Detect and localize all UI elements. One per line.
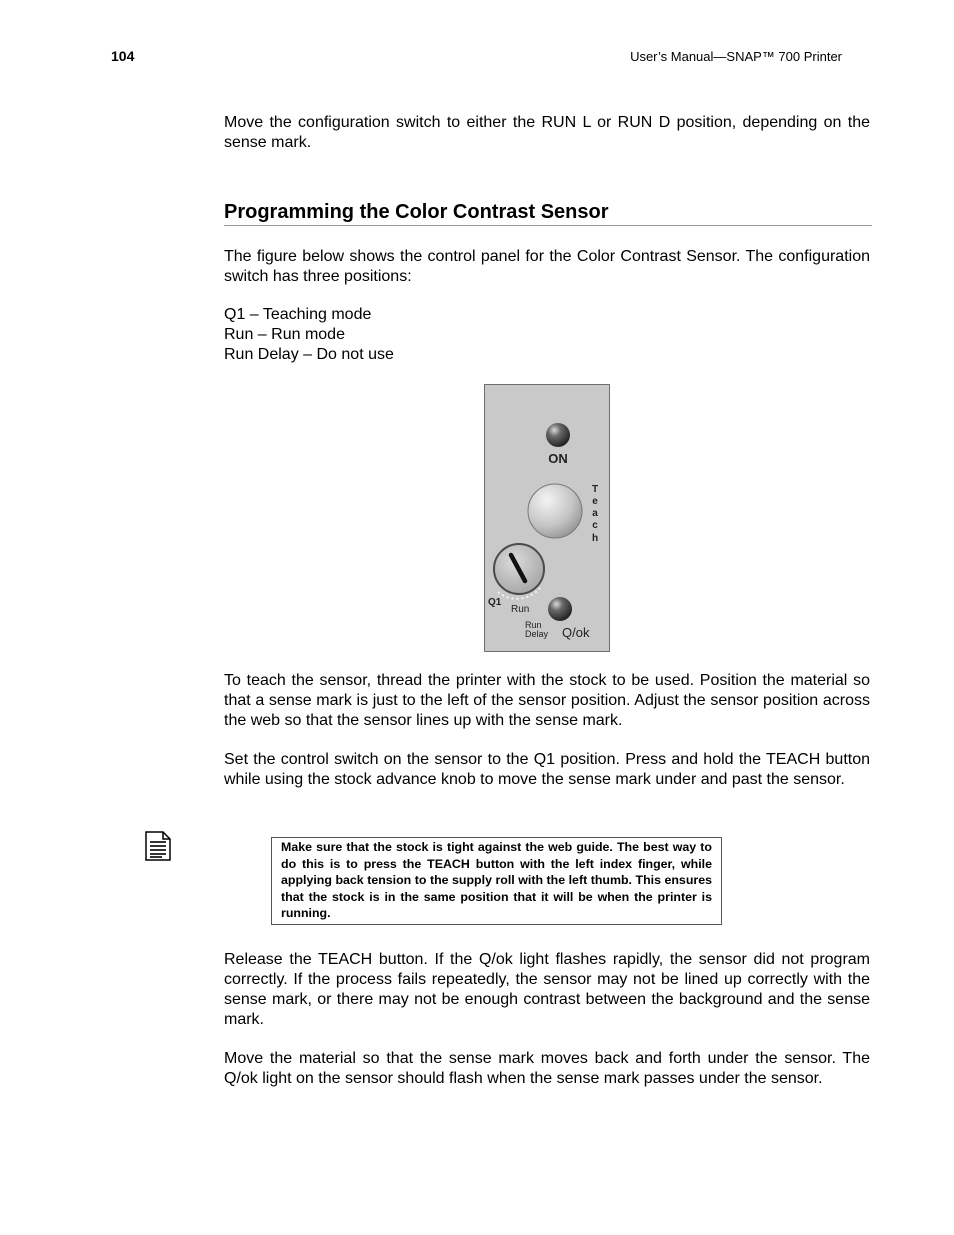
qok-label: Q/ok xyxy=(562,625,590,640)
release-paragraph: Release the TEACH button. If the Q/ok light flashes rapidly, the sensor did not program correctly. If the process fails repeatedly, the sensor may not be lined up correctly with the sense mark, or there may not be enough contrast between the background and the sense mark. xyxy=(224,951,870,1028)
switch-mode-list xyxy=(224,305,394,365)
intro-paragraph: Move the configuration switch to either the RUN L or RUN D position, depending on the sense mark. xyxy=(224,114,870,151)
teach-letter: c xyxy=(592,520,598,531)
on-led xyxy=(546,423,570,447)
teach-letter: a xyxy=(592,508,598,519)
mode-item-run-delay: Run Delay – Do not use xyxy=(224,346,394,363)
note-icon xyxy=(145,831,171,861)
switch-paragraph: Set the control switch on the sensor to the Q1 position. Press and hold the TEACH button while using the stock advance knob to move the sense mark under and past the sensor. xyxy=(224,751,870,788)
running-header: User’s Manual—SNAP™ 700 Printer xyxy=(630,49,842,64)
run-delay-label: Delay xyxy=(525,629,549,639)
teach-paragraph: To teach the sensor, thread the printer with the stock to be used. Position the material so that a sense mark is just to the left of the sensor position. Adjust the sensor position across the web so that the sensor lines up with the sense mark. xyxy=(224,672,870,729)
mode-item-run: Run – Run mode xyxy=(224,326,345,343)
teach-letter: e xyxy=(592,496,598,507)
qok-led xyxy=(548,597,572,621)
page-number: 104 xyxy=(111,48,135,64)
section-description: The figure below shows the control panel for the Color Contrast Sensor. The configuration switch has three positions: xyxy=(224,248,870,285)
note-box: Make sure that the stock is tight against the web guide. The best way to do this is to press the TEACH button with the left index finger, while applying back tension to the supply roll with the left thumb. This ensures that the stock is in the same position that it will be when the printer is running. xyxy=(271,837,722,925)
move-paragraph: Move the material so that the sense mark moves back and forth under the sensor. The Q/ok light on the sensor should flash when the sense mark passes under the sensor. xyxy=(224,1050,870,1087)
run-delay-label: Run xyxy=(525,620,542,630)
teach-letter: T xyxy=(591,484,599,495)
on-label: ON xyxy=(548,451,568,466)
q1-label: Q1 xyxy=(488,597,502,608)
teach-label xyxy=(592,484,598,544)
section-heading: Programming the Color Contrast Sensor xyxy=(224,199,872,226)
sensor-control-panel-figure xyxy=(484,384,610,652)
teach-button xyxy=(528,484,582,538)
run-label: Run xyxy=(511,604,530,615)
mode-item-q1: Q1 – Teaching mode xyxy=(224,306,372,323)
teach-letter: h xyxy=(591,533,599,544)
